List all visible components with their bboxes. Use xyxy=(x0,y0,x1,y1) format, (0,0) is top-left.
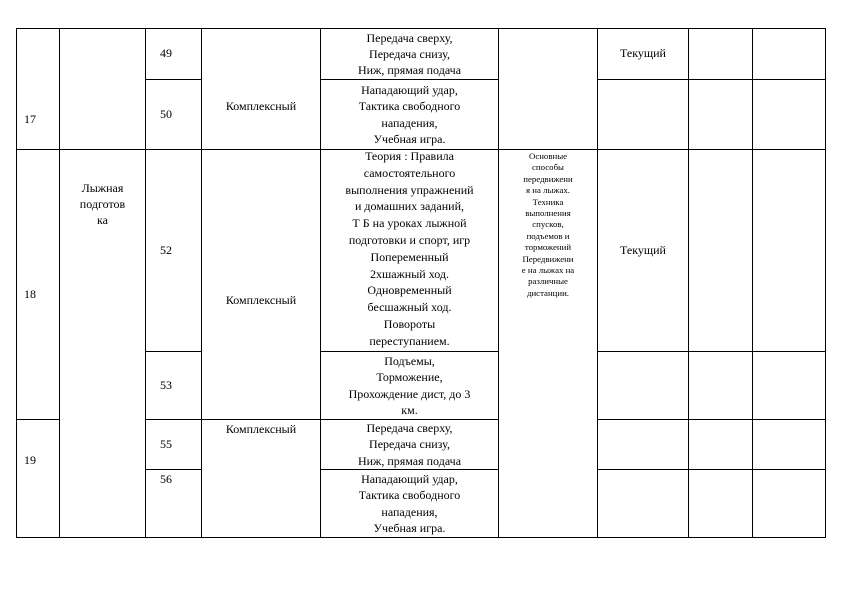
table-border xyxy=(752,28,753,538)
content-line: Одновременный xyxy=(367,283,452,298)
lesson-number xyxy=(160,150,200,351)
lesson-number-text: 50 xyxy=(160,107,172,122)
content-line: Торможение, xyxy=(376,370,443,385)
lesson-content xyxy=(321,352,498,419)
control-type-text: Текущий xyxy=(620,243,666,258)
content-line: Передача снизу, xyxy=(369,46,450,61)
requirements-line: способы xyxy=(532,162,564,173)
control-type-text: Текущий xyxy=(620,46,666,61)
requirements-line: различные xyxy=(528,276,568,287)
content-line: Подъемы, xyxy=(384,354,435,369)
content-line: Тактика свободного xyxy=(358,99,461,114)
content-line: самостоятельного xyxy=(363,165,456,180)
content-line: Ниж, прямая подача xyxy=(357,453,462,468)
row-number xyxy=(24,150,58,419)
lesson-number xyxy=(160,28,200,79)
table-border xyxy=(688,28,689,538)
lesson-number-text: 49 xyxy=(160,46,172,61)
content-line: Тактика свободного xyxy=(358,488,461,503)
control-type xyxy=(598,150,688,351)
content-line: Повороты xyxy=(383,316,436,331)
lesson-number-text: 55 xyxy=(160,437,172,452)
section-line: ка xyxy=(97,213,108,228)
lesson-content xyxy=(321,29,498,79)
table-border xyxy=(16,537,826,538)
content-line: Передача сверху, xyxy=(366,421,453,436)
content-line: Передача сверху, xyxy=(366,30,453,45)
content-line: 2хшажный ход. xyxy=(369,266,450,281)
content-line: Ниж, прямая подача xyxy=(357,63,462,78)
table-border xyxy=(597,419,826,420)
section-name xyxy=(60,180,145,250)
content-line: Учебная игра. xyxy=(373,520,446,535)
lesson-number-text: 53 xyxy=(160,378,172,393)
lesson-type xyxy=(202,80,320,132)
lesson-type xyxy=(202,290,320,310)
content-line: Теория : Правила xyxy=(365,149,454,163)
table-border xyxy=(597,351,826,352)
table-border xyxy=(825,28,826,538)
row-number-text: 18 xyxy=(24,287,36,302)
row-number-text: 17 xyxy=(24,111,36,126)
table-border xyxy=(597,469,826,470)
lesson-content xyxy=(321,80,498,149)
lesson-number xyxy=(160,80,200,149)
requirements-line: подъемов и xyxy=(526,230,570,241)
section-line: подготов xyxy=(79,197,126,212)
table-border xyxy=(59,28,60,538)
table-border xyxy=(16,28,17,538)
requirements-line: передвижени xyxy=(523,173,573,184)
requirements-line: Передвижени xyxy=(522,253,574,264)
requirements-line: выполнения xyxy=(525,208,571,219)
content-line: Попеременный xyxy=(370,249,449,264)
section-line: Лыжная xyxy=(81,181,124,195)
lesson-number-text: 56 xyxy=(160,472,172,486)
lesson-type-text: Комплексный xyxy=(225,292,297,307)
content-line: нападения, xyxy=(381,504,438,519)
row-number xyxy=(24,420,58,537)
content-line: Т Б на уроках лыжной xyxy=(352,216,467,231)
requirements-line: я на лыжах. xyxy=(526,185,570,196)
content-line: бесшажный ход. xyxy=(367,300,452,315)
content-line: выполнения упражнений xyxy=(345,182,474,197)
content-line: Учебная игра. xyxy=(373,131,446,146)
table-border xyxy=(597,79,826,80)
row-number xyxy=(24,28,58,149)
row-number-text: 19 xyxy=(24,453,36,468)
requirements-line: Техника xyxy=(532,196,564,207)
content-line: нападения, xyxy=(381,115,438,130)
lesson-content xyxy=(321,420,498,469)
requirements xyxy=(499,151,597,336)
content-line: Нападающий удар, xyxy=(361,83,458,98)
lesson-type-text: Комплексный xyxy=(225,421,297,436)
table-border xyxy=(145,469,201,470)
lesson-number xyxy=(160,471,200,491)
content-line: км. xyxy=(401,402,418,417)
lesson-number xyxy=(160,420,200,469)
requirements-line: Основные xyxy=(528,151,568,161)
requirements-line: торможений xyxy=(524,242,572,253)
requirements-line: е на лыжах на xyxy=(521,265,575,276)
lesson-number-text: 52 xyxy=(160,243,172,258)
requirements-line: спусков, xyxy=(532,219,564,230)
table-border xyxy=(145,28,146,538)
lesson-content xyxy=(321,470,498,537)
content-line: Передача снизу, xyxy=(369,437,450,452)
content-line: и домашних заданий, xyxy=(355,199,464,214)
requirements-line: дистанции. xyxy=(527,287,569,298)
lesson-number xyxy=(160,352,200,419)
lesson-type xyxy=(202,421,320,437)
lesson-content xyxy=(321,148,498,351)
content-line: Нападающий удар, xyxy=(361,472,458,487)
lesson-type-text: Комплексный xyxy=(225,98,297,113)
control-type xyxy=(598,28,688,79)
content-line: Прохождение дист, до 3 xyxy=(348,386,471,401)
content-line: подготовки и спорт, игр xyxy=(348,232,471,247)
content-line: переступанием. xyxy=(369,333,450,348)
